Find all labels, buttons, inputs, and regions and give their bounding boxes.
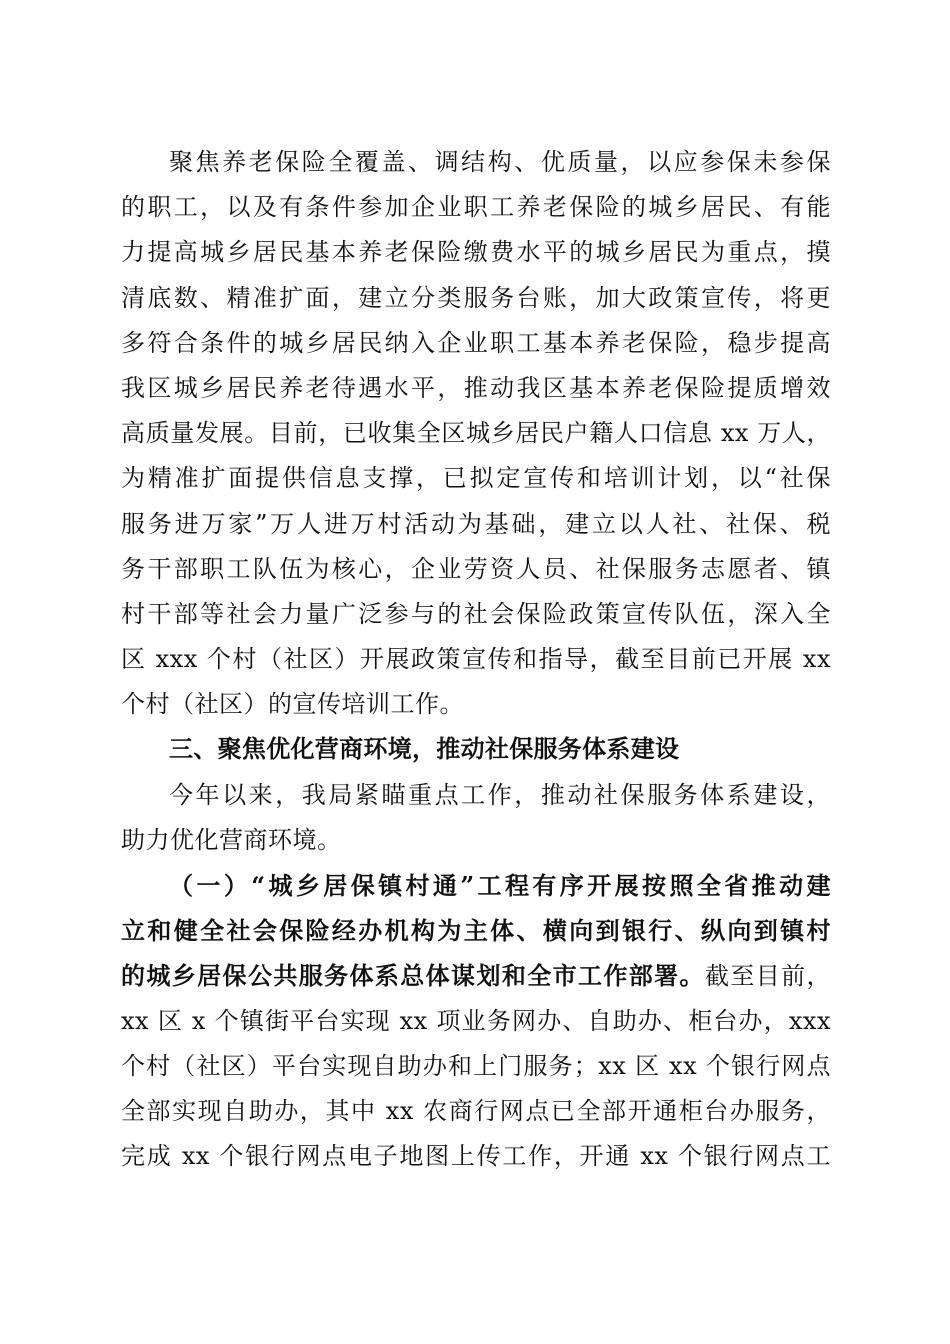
bold-text-span: 的城乡居保公共服务体系总体谋划和全市工作部署。 bbox=[121, 961, 705, 991]
text-line: 今年以来，我局紧瞄重点工作，推动社保服务体系建设， bbox=[169, 780, 831, 809]
text-line: 个村（社区）的宣传培训工作。 bbox=[121, 690, 464, 719]
text-line: xx 区 x 个镇街平台实现 xx 项业务网办、自助办、柜台办，xxx bbox=[121, 1006, 831, 1035]
text-line: 个村（社区）平台实现自助办和上门服务；xx 区 xx 个银行网点 bbox=[121, 1051, 831, 1080]
text-line: 力提高城乡居民基本养老保险缴费水平的城乡居民为重点，摸 bbox=[121, 238, 831, 267]
paragraph-town-village-service bbox=[121, 863, 831, 1179]
text-line: 服务进万家”万人进万村活动为基础，建立以人社、社保、税 bbox=[121, 509, 831, 538]
document-page bbox=[121, 140, 831, 1179]
text-line: 助力优化营商环境。 bbox=[121, 825, 342, 854]
text-line: 清底数、精准扩面，建立分类服务台账，加大政策宣传，将更 bbox=[121, 283, 831, 312]
paragraph-pension-coverage bbox=[121, 140, 831, 727]
text-line: 的职工，以及有条件参加企业职工养老保险的城乡居民、有能 bbox=[121, 193, 831, 222]
text-line: 区 xxx 个村（社区）开展政策宣传和指导，截至目前已开展 xx bbox=[121, 645, 831, 674]
text-line: 村干部等社会力量广泛参与的社会保险政策宣传队伍，深入全 bbox=[121, 599, 831, 628]
text-line: 多符合条件的城乡居民纳入企业职工基本养老保险，稳步提高 bbox=[121, 328, 831, 357]
mixed-text-line bbox=[121, 953, 831, 998]
paragraph-intro bbox=[121, 773, 831, 863]
text-line: 我区城乡居民养老待遇水平，推动我区基本养老保险提质增效 bbox=[121, 373, 831, 402]
text-line: 完成 xx 个银行网点电子地图上传工作，开通 xx 个银行网点工 bbox=[121, 1142, 831, 1171]
text-span: 截至目前， bbox=[704, 962, 832, 991]
section-heading: 三、聚焦优化营商环境，推动社保服务体系建设 bbox=[169, 735, 680, 764]
text-line: 高质量发展。目前，已收集全区城乡居民户籍人口信息 xx 万人， bbox=[121, 419, 831, 448]
text-line: 务干部职工队伍为核心，企业劳资人员、社保服务志愿者、镇 bbox=[121, 554, 831, 583]
text-line: 聚焦养老保险全覆盖、调结构、优质量，以应参保未参保 bbox=[169, 148, 831, 176]
bold-text-line: 立和健全社会保险经办机构为主体、横向到银行、纵向到镇村 bbox=[121, 916, 831, 946]
bold-text-line: （一）“城乡居保镇村通”工程有序开展按照全省推动建 bbox=[169, 871, 831, 900]
text-line: 为精准扩面提供信息支撑，已拟定宣传和培训计划，以“社保 bbox=[121, 464, 831, 493]
text-line: 全部实现自助办，其中 xx 农商行网点已全部开通柜台办服务， bbox=[121, 1096, 831, 1125]
